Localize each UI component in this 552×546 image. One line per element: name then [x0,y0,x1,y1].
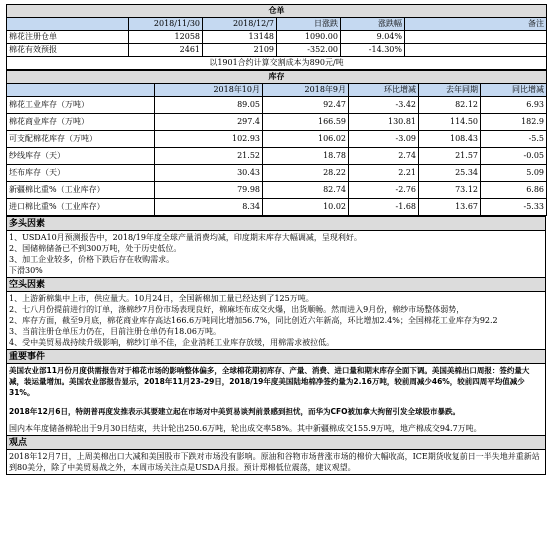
cell [405,31,547,44]
bull-line: 2、国储棉储备已不到300万吨，处于历史低位。 [9,244,182,253]
inventory-header: 2018年10月 [155,84,263,97]
cell: 2461 [129,44,203,57]
warehouse-header: 2018/11/30 [129,18,203,31]
bear-line: 3、当前注册仓单压力仍在，目前注册仓单仍有18.06万吨。 [9,327,221,336]
bull-line: 3、加工企业较多，价格下跌后存在收购需求。 [9,255,175,264]
factors-table [6,216,546,475]
cell: 106.02 [263,131,349,148]
inventory-header: 环比增减 [349,84,419,97]
row-label: 纱线库存（天） [7,148,155,165]
inventory-header-row [7,84,547,97]
cell: 92.47 [263,97,349,114]
row-label: 可支配棉花库存（万吨） [7,131,155,148]
cell: 82.12 [419,97,481,114]
cell: 182.9 [481,114,547,131]
bear-line: 2、七八月份提前进行的订单，涤棉纱7月份市场表现良好，棉麻坯布成交火爆，出货顺畅。然而进入9月份，棉纱市场整体弱势， [9,305,465,314]
cell: 8.34 [155,199,263,216]
bear-line: 4、受中美贸易战持续升级影响，棉纱订单不佳，企业消耗工业库存放缓，用棉需求被拉低。 [9,338,335,347]
table-row [7,97,547,114]
cell: 73.12 [419,182,481,199]
warehouse-header: 备注 [405,18,547,31]
cell: 21.52 [155,148,263,165]
bull-line: 下滑30% [9,266,43,275]
bear-section-body [7,292,546,350]
warehouse-header: 涨跌幅 [341,18,405,31]
cell: -1.68 [349,199,419,216]
bull-section-body [7,231,546,278]
cell: 21.57 [419,148,481,165]
cell: 114.50 [419,114,481,131]
warehouse-header-row [7,18,547,31]
view-section-title: 观点 [7,436,546,450]
cell: 13148 [203,31,277,44]
table-row [7,44,547,57]
cell: 6.86 [481,182,547,199]
bull-section-title: 多头因素 [7,217,546,231]
cell: 79.98 [155,182,263,199]
cell: -5.5 [481,131,547,148]
events-section-body [7,364,546,436]
cell: 130.81 [349,114,419,131]
report-sheet [6,4,546,475]
warehouse-header [7,18,129,31]
table-row [7,148,547,165]
cell: -352.00 [277,44,341,57]
table-row [7,182,547,199]
cell: -3.09 [349,131,419,148]
cell: 1090.00 [277,31,341,44]
inventory-header [7,84,155,97]
bear-line: 1、上游新棉集中上市，供应量大。10月24日，全国新棉加工量已经达到了125万吨。 [9,294,314,303]
cell: -14.30% [341,44,405,57]
warehouse-table [6,4,547,70]
cell: 2.21 [349,165,419,182]
cell: 166.59 [263,114,349,131]
cell: 5.09 [481,165,547,182]
row-label: 坯布库存（天） [7,165,155,182]
table-row [7,114,547,131]
row-label: 棉花注册仓单 [7,31,129,44]
cell: 18.78 [263,148,349,165]
table-row [7,199,547,216]
inventory-header: 同比增减 [481,84,547,97]
cell: -3.42 [349,97,419,114]
cell: 28.22 [263,165,349,182]
inventory-title: 库存 [7,71,547,84]
inventory-header: 2018年9月 [263,84,349,97]
cell: 9.04% [341,31,405,44]
cell: 30.43 [155,165,263,182]
cell: 102.93 [155,131,263,148]
inventory-header: 去年同期 [419,84,481,97]
cell: 13.67 [419,199,481,216]
inventory-table [6,70,547,216]
events-paragraph: 美国农业部11月份月度供需报告对于棉花市场的影响整体偏多，全球棉花期初库存、产量、消费、进口量和期末库存全面下调。美国美棉出口周报：签约量大减，装运量增加。美国农业部报告显示，2018年11月23-29日，2018/19年度美国陆地棉净签约量为2.16万吨，较前周减少46%，较前四周平均值减少31%。 [9,366,530,397]
table-row [7,165,547,182]
bear-line: 2、库存方面，截至9月底，棉花商业库存高达166.6万吨同比增加56.7%，同比创近六年新高，环比增加2.4%；全国棉花工业库存为92.2 [9,316,498,325]
events-paragraph: 2018年12月6日，特朗普再度发推表示其要建立起在市场对中美贸易谈判前景感到担忧，而华为CFO被加拿大拘留引发全球股市暴跌。 [9,407,461,416]
cell: 297.4 [155,114,263,131]
events-section-title: 重要事件 [7,350,546,364]
warehouse-header: 2018/12/7 [203,18,277,31]
cell: 2.74 [349,148,419,165]
cell: 2109 [203,44,277,57]
cell: 108.43 [419,131,481,148]
cell: -2.76 [349,182,419,199]
events-line: 国内本年度储备棉轮出于9月30日结束，共计轮出250.6万吨，轮出成交率58%。其中新疆棉成交155.9万吨，地产棉成交94.7万吨。 [9,424,482,433]
table-row [7,31,547,44]
warehouse-title: 仓单 [7,5,547,18]
bull-line: 1、USDA10月预测报告中，2018/19年度全球产量消费均减，印度期末库存大幅调减，呈现利好。 [9,233,362,242]
cell: 6.93 [481,97,547,114]
cell [405,44,547,57]
bear-section-title: 空头因素 [7,278,546,292]
row-label: 新疆棉比重%（工业库存） [7,182,155,199]
cell: 25.34 [419,165,481,182]
warehouse-header: 日涨跌 [277,18,341,31]
warehouse-note: 以1901合约计算交割成本为890元/吨 [7,57,547,70]
cell: -5.33 [481,199,547,216]
row-label: 棉花有效预报 [7,44,129,57]
row-label: 棉花工业库存（万吨） [7,97,155,114]
row-label: 进口棉比重%（工业库存） [7,199,155,216]
cell: 89.05 [155,97,263,114]
cell: 82.74 [263,182,349,199]
view-section-body: 2018年12月7日，上周美棉出口大减和美国股市下跌对市场没有影响。原油和谷物市场普涨市场的棉价大幅收高，ICE期货收复前日一半失地并重新站到80美分，除了中美贸易战之外，本周市场关注点是USDA月报。预计郑棉低位震荡，建议观望。 [7,450,546,475]
row-label: 棉花商业库存（万吨） [7,114,155,131]
cell: 12058 [129,31,203,44]
table-row [7,131,547,148]
cell: -0.05 [481,148,547,165]
cell: 10.02 [263,199,349,216]
